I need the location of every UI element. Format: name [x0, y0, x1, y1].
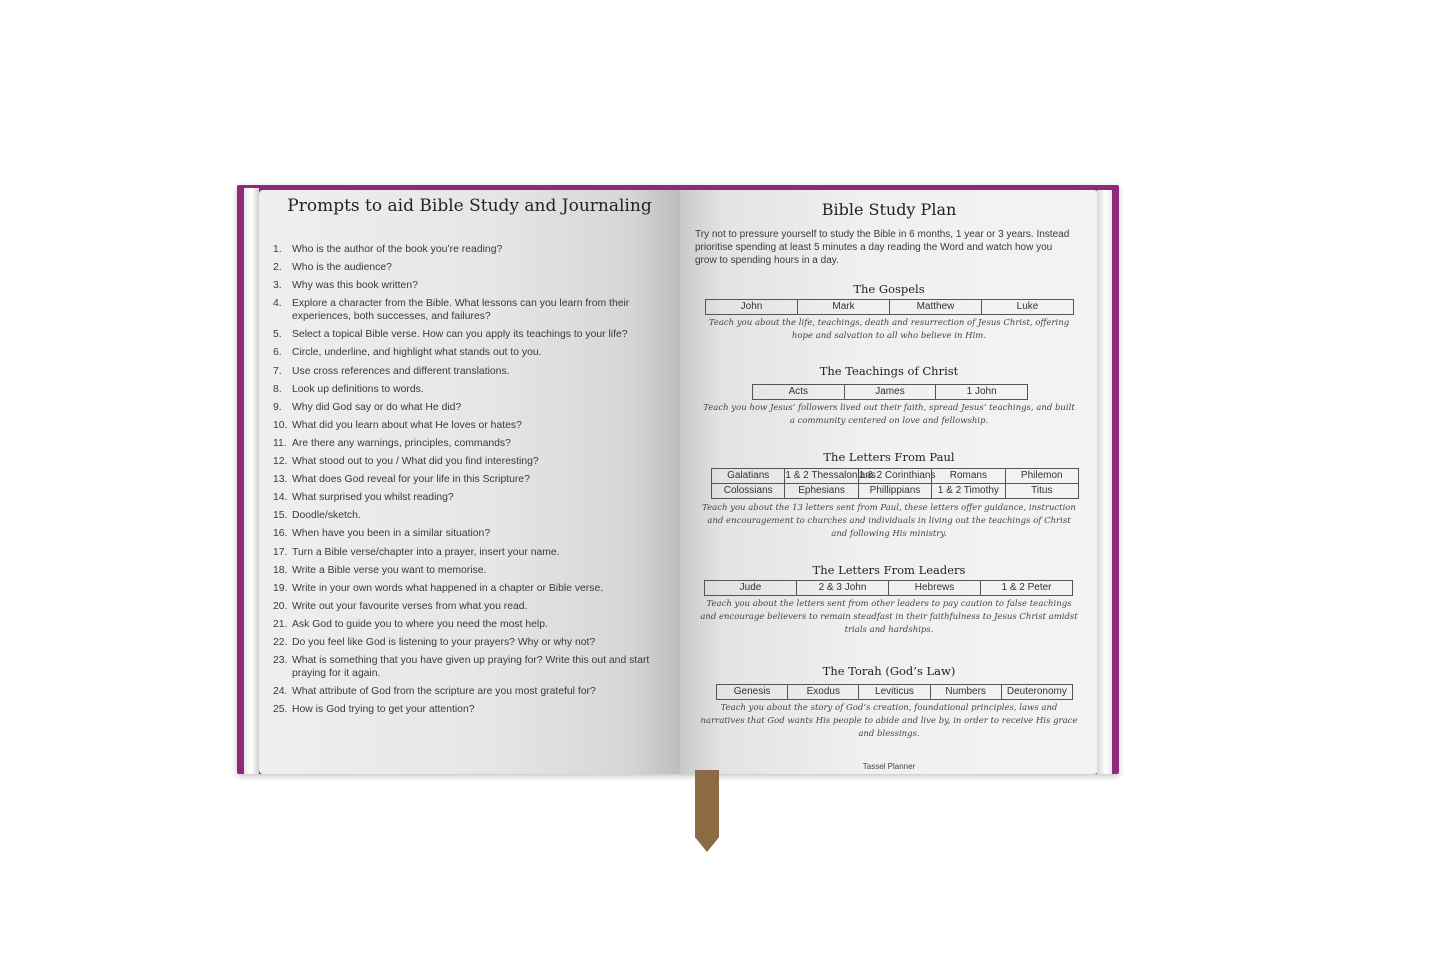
book-cell: Matthew — [890, 300, 982, 315]
bookmark-ribbon — [695, 770, 719, 852]
prompt-text: What does God reveal for your life in this Scripture? — [292, 474, 530, 486]
prompt-item — [273, 654, 678, 680]
book-cell: Phillippians — [858, 484, 931, 499]
prompt-item — [273, 703, 678, 716]
prompt-text: Select a topical Bible verse. How can you apply its teachings to your life? — [292, 329, 628, 341]
prompt-number: 1. — [273, 244, 282, 255]
prompt-text: What did you learn about what He loves or hates? — [292, 419, 522, 431]
section-desc-torah: Teach you about the story of God’s creation, foundational principles, laws and narratives that God wants His people to abide and live by, in order to receive His grace and blessings. — [700, 703, 1078, 739]
prompt-text: Write in your own words what happened in a chapter or Bible verse. — [292, 582, 604, 594]
book-cell: Luke — [982, 300, 1074, 315]
section-desc-teachings: Teach you how Jesus’ followers lived out their faith, spread Jesus’ teachings, and built a community centered on love and fellowship. — [703, 403, 1075, 426]
book-cell: 1 & 2 Corinthians — [858, 469, 931, 484]
prompt-number: 12. — [273, 456, 288, 468]
book-cell: Galatians — [712, 469, 785, 484]
prompt-text: What is something that you have given up praying for? Write this out and start praying for it again. — [292, 655, 650, 680]
prompt-number: 18. — [273, 564, 288, 576]
right-page-edge — [1097, 190, 1112, 774]
left-page-title: Prompts to aid Bible Study and Journaling — [287, 196, 652, 216]
books-table-torah — [716, 684, 1073, 700]
book-cell: Deuteronomy — [1001, 685, 1072, 700]
book-cell: Philemon — [1005, 469, 1078, 484]
prompt-number: 16. — [273, 528, 288, 540]
book-row — [706, 300, 1074, 315]
book-cell: James — [844, 385, 936, 400]
prompt-text: When have you been in a similar situation? — [292, 528, 491, 540]
books-table-leaders — [704, 580, 1073, 596]
prompt-number: 17. — [273, 546, 288, 558]
book-cell: Leviticus — [859, 685, 930, 700]
prompt-item — [273, 401, 678, 414]
prompt-item — [273, 365, 678, 378]
book-cell: Acts — [753, 385, 845, 400]
prompt-number: 6. — [273, 347, 282, 359]
section-title-torah: The Torah (God’s Law) — [822, 664, 956, 678]
prompt-text: Who is the audience? — [292, 262, 392, 274]
prompt-number: 2. — [273, 262, 282, 274]
intro-text: Try not to pressure yourself to study the Bible in 6 months, 1 year or 3 years. Instead prioritise spending at least 5 minutes a day reading the Word and watch how you grow to spending hours in a day. — [695, 229, 1070, 266]
prompt-number: 13. — [273, 474, 288, 486]
book-cell: 2 & 3 John — [797, 581, 889, 596]
prompt-item — [273, 419, 678, 432]
prompt-number: 24. — [273, 686, 288, 698]
prompt-text: Circle, underline, and highlight what stands out to you. — [292, 347, 542, 359]
prompt-item — [273, 346, 678, 359]
prompt-item — [273, 455, 678, 468]
prompt-number: 15. — [273, 510, 288, 522]
prompt-text: Who is the author of the book you’re reading? — [292, 244, 503, 255]
prompt-item — [273, 600, 678, 613]
books-table-gospels — [705, 299, 1074, 315]
prompt-number: 3. — [273, 280, 282, 292]
prompt-text: What stood out to you / What did you find interesting? — [292, 456, 539, 468]
prompt-text: Write out your favourite verses from what you read. — [292, 600, 528, 612]
prompt-text: Use cross references and different translations. — [292, 365, 510, 377]
prompt-number: 9. — [273, 401, 282, 413]
prompt-text: Ask God to guide you to where you need the most help. — [292, 618, 548, 630]
prompt-number: 21. — [273, 618, 288, 630]
prompt-item — [273, 582, 678, 595]
section-desc-gospels: Teach you about the life, teachings, death and resurrection of Jesus Christ, offering hope and salvation to all who believe in Him. — [708, 318, 1070, 341]
prompt-number: 20. — [273, 600, 288, 612]
books-table-teachings — [752, 384, 1028, 400]
book-cell: 1 & 2 Peter — [981, 581, 1073, 596]
section-desc-leaders: Teach you about the letters sent from other leaders to pay caution to false teachings and encourage believers to remain steadfast in their faithfulness to Jesus Christ amidst trials and hardships. — [700, 599, 1078, 635]
prompt-item — [273, 564, 678, 577]
book-cell: John — [706, 300, 798, 315]
right-page — [680, 190, 1098, 774]
prompt-item — [273, 509, 678, 522]
book-row — [712, 484, 1079, 499]
book-cell: Colossians — [712, 484, 785, 499]
footer-brand: Tassel Planner — [862, 762, 916, 771]
prompt-number: 10. — [273, 419, 288, 431]
prompt-item — [273, 328, 678, 341]
book-cell: Hebrews — [889, 581, 981, 596]
prompt-number: 11. — [273, 437, 287, 449]
prompt-number: 23. — [273, 655, 288, 667]
prompt-text: What attribute of God from the scripture are you most grateful for? — [292, 686, 596, 698]
prompt-list — [273, 243, 678, 721]
book-cell: Numbers — [930, 685, 1001, 700]
prompt-number: 19. — [273, 582, 288, 594]
prompt-text: Are there any warnings, principles, commands? — [292, 437, 511, 449]
book-row — [753, 385, 1028, 400]
prompt-text: Explore a character from the Bible. What lessons can you learn from their experiences, both successes, and failures? — [292, 298, 630, 323]
book-cell: Titus — [1005, 484, 1078, 499]
left-page-edge — [244, 188, 259, 774]
prompt-item — [273, 383, 678, 396]
prompt-item — [273, 261, 678, 274]
prompt-item — [273, 279, 678, 292]
book-cell: 1 John — [936, 385, 1028, 400]
book-cell: Romans — [932, 469, 1005, 484]
prompt-item — [273, 491, 678, 504]
book-cell: 1 & 2 Thessalonians — [785, 469, 858, 484]
book-cell: Exodus — [788, 685, 859, 700]
prompt-item — [273, 636, 678, 649]
prompt-item — [273, 297, 678, 323]
prompt-text: Why did God say or do what He did? — [292, 401, 462, 413]
section-title-leaders: The Letters From Leaders — [812, 563, 966, 577]
prompt-item — [273, 243, 678, 256]
prompt-item — [273, 685, 678, 698]
prompt-text: What surprised you whilst reading? — [292, 492, 454, 504]
section-title-gospels: The Gospels — [853, 282, 925, 296]
books-table-paul — [711, 468, 1079, 499]
prompt-number: 4. — [273, 298, 282, 310]
prompt-text: Turn a Bible verse/chapter into a prayer, insert your name. — [292, 546, 560, 558]
prompt-number: 5. — [273, 329, 282, 341]
prompt-text: Look up definitions to words. — [292, 383, 424, 395]
book-cell: Mark — [798, 300, 890, 315]
prompt-item — [273, 527, 678, 540]
prompt-text: Doodle/sketch. — [292, 510, 361, 522]
prompt-item — [273, 546, 678, 559]
prompt-item — [273, 473, 678, 486]
book-cell: 1 & 2 Timothy — [932, 484, 1005, 499]
prompt-item — [273, 437, 678, 450]
prompt-text: How is God trying to get your attention? — [292, 704, 475, 716]
section-title-teachings: The Teachings of Christ — [819, 364, 959, 378]
book-cell: Jude — [705, 581, 797, 596]
section-title-paul: The Letters From Paul — [823, 450, 955, 464]
prompt-number: 22. — [273, 636, 288, 648]
right-page-title: Bible Study Plan — [821, 200, 957, 219]
book-row — [717, 685, 1073, 700]
book-row — [705, 581, 1073, 596]
section-desc-paul: Teach you about the 13 letters sent from Paul, these letters offer guidance, instruction and encouragement to churches and individuals in living out the teachings of Christ and following His ministry. — [702, 503, 1076, 539]
book-cell: Genesis — [717, 685, 788, 700]
left-page — [259, 190, 680, 774]
prompt-number: 7. — [273, 365, 282, 377]
prompt-number: 8. — [273, 383, 282, 395]
book-row — [712, 469, 1079, 484]
prompt-text: Do you feel like God is listening to your prayers? Why or why not? — [292, 636, 596, 648]
prompt-number: 25. — [273, 704, 288, 716]
prompt-item — [273, 618, 678, 631]
prompt-text: Write a Bible verse you want to memorise. — [292, 564, 487, 576]
prompt-text: Why was this book written? — [292, 280, 418, 292]
book-cell: Ephesians — [785, 484, 858, 499]
prompt-number: 14. — [273, 492, 288, 504]
